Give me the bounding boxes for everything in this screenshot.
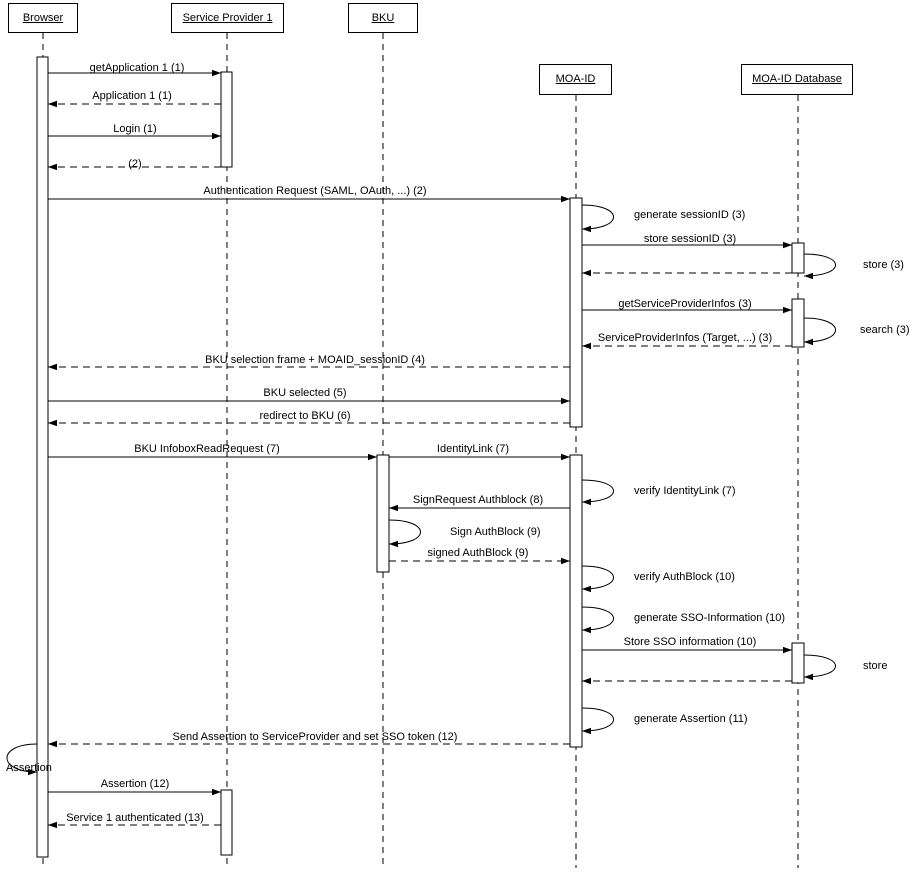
- message-label-m28: Send Assertion to ServiceProvider and set SSO token (12): [172, 731, 458, 743]
- self-message-m22: [582, 566, 614, 589]
- message-label-m20: Sign AuthBlock (9): [450, 526, 541, 538]
- message-label-m7: store sessionID (3): [643, 233, 737, 245]
- activation-bar-sp1: [221, 790, 232, 855]
- activation-bar-moaiddb: [792, 243, 804, 273]
- actor-label-moaid: MOA-ID: [555, 73, 596, 86]
- activation-bar-moaiddb: [792, 299, 804, 347]
- activation-bar-browser: [37, 57, 48, 857]
- message-label-m12: ServiceProviderInfos (Target, ...) (3): [597, 332, 773, 344]
- actor-label-bku: BKU: [371, 11, 395, 24]
- message-label-m29: Assertion: [6, 762, 52, 774]
- message-label-m27: generate Assertion (11): [634, 713, 748, 725]
- message-label-m4: (2): [128, 158, 142, 170]
- self-message-m20: [389, 520, 421, 544]
- self-message-m8: [804, 254, 836, 276]
- message-label-m11: search (3): [860, 324, 910, 336]
- message-label-m16: BKU InfoboxReadRequest (7): [134, 443, 280, 455]
- actor-label-moaiddb: MOA-ID Database: [752, 73, 842, 86]
- message-label-m31: Service 1 authenticated (13): [66, 812, 204, 824]
- message-label-m23: generate SSO-Information (10): [634, 612, 786, 624]
- activation-bar-moaid: [570, 455, 582, 747]
- message-label-m13: BKU selection frame + MOAID_sessionID (4): [205, 354, 425, 366]
- self-message-m18: [582, 480, 614, 502]
- actor-box-moaid[interactable]: [539, 64, 612, 95]
- message-label-m15: redirect to BKU (6): [259, 410, 351, 422]
- message-label-m21: signed AuthBlock (9): [427, 547, 529, 559]
- activation-bar-bku: [377, 455, 389, 572]
- self-message-m6: [582, 205, 614, 229]
- activation-bar-moaid: [570, 198, 582, 427]
- self-message-m25: [804, 655, 836, 677]
- message-label-m6: generate sessionID (3): [634, 209, 746, 221]
- message-label-m8: store (3): [863, 259, 904, 271]
- message-label-m25: store: [863, 660, 888, 672]
- message-label-m3: Login (1): [113, 123, 157, 135]
- message-label-m5: Authentication Request (SAML, OAuth, ...) (2): [203, 185, 427, 197]
- message-label-m24: Store SSO information (10): [623, 636, 757, 648]
- self-message-m11: [804, 318, 836, 342]
- message-label-m30: Assertion (12): [100, 778, 170, 790]
- message-label-m19: SignRequest Authblock (8): [412, 494, 544, 506]
- actor-box-bku[interactable]: [348, 3, 418, 33]
- actor-box-sp1[interactable]: [171, 3, 284, 33]
- message-label-m22: verify AuthBlock (10): [634, 571, 735, 583]
- actor-box-browser[interactable]: [8, 3, 78, 33]
- actor-box-moaiddb[interactable]: [741, 64, 853, 95]
- actor-label-browser: Browser: [22, 11, 64, 24]
- self-message-m27: [582, 708, 614, 731]
- self-message-m23: [582, 607, 614, 630]
- message-label-m17: IdentityLink (7): [436, 443, 510, 455]
- message-label-m14: BKU selected (5): [263, 387, 347, 399]
- message-label-m2: Application 1 (1): [92, 90, 172, 102]
- message-label-m10: getServiceProviderInfos (3): [618, 298, 752, 310]
- message-label-m18: verify IdentityLink (7): [634, 485, 736, 497]
- activation-bar-moaiddb: [792, 643, 804, 683]
- message-label-m1: getApplication 1 (1): [89, 62, 185, 74]
- activation-bar-sp1: [221, 72, 232, 167]
- actor-label-sp1: Service Provider 1: [182, 11, 273, 24]
